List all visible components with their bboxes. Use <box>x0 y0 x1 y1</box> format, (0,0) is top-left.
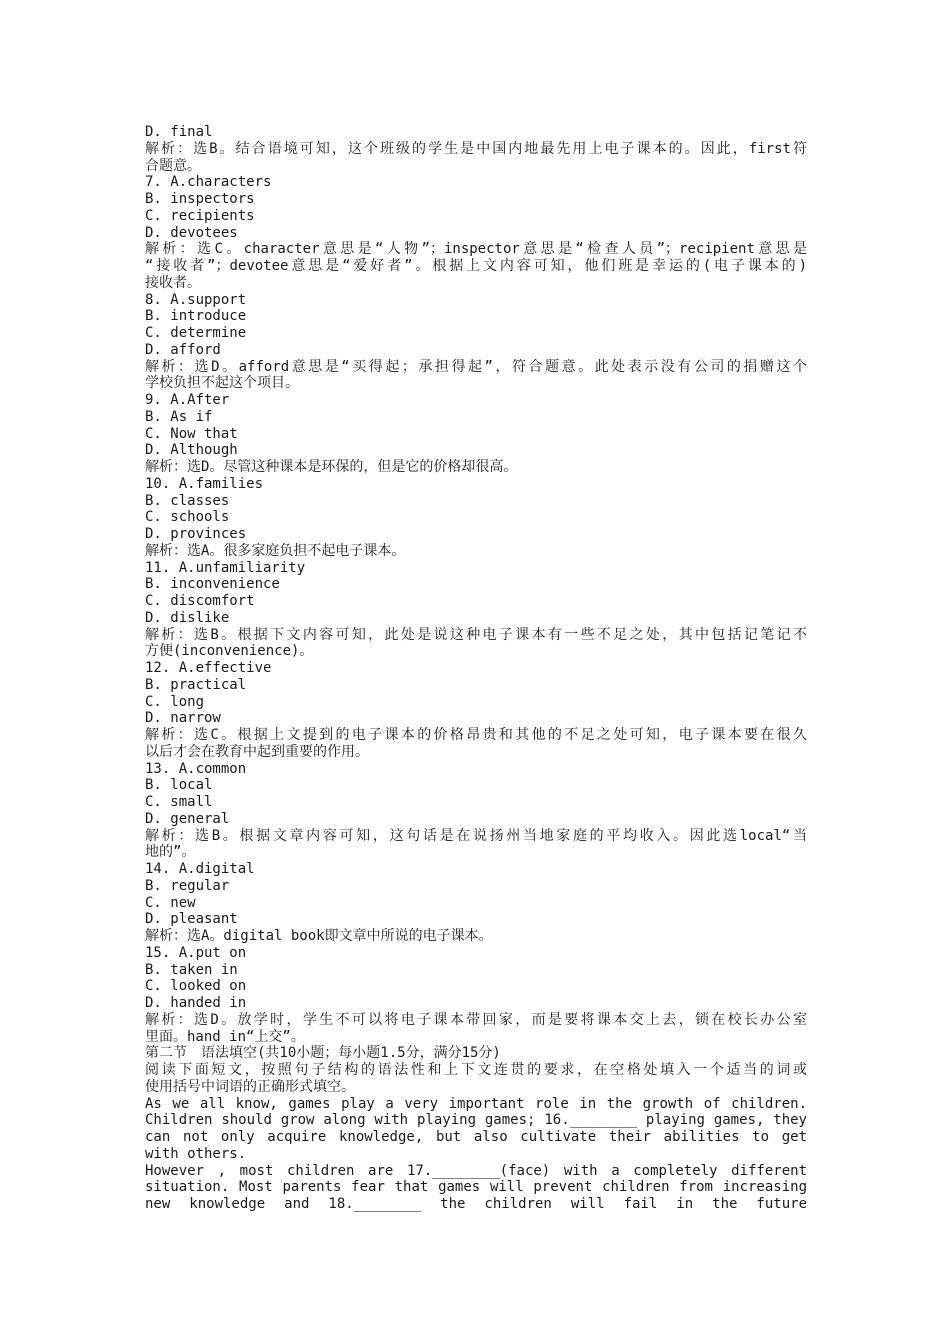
text-line: B. local <box>145 777 213 794</box>
text-line: 阅读下面短文，按照句子结构的语法性和上下文连贯的要求，在空格处填入一个适当的词或 <box>145 1062 807 1078</box>
text-line: B. regular <box>145 877 230 894</box>
text-line: D. pleasant <box>145 911 238 928</box>
passage-line: with others. <box>145 1145 247 1162</box>
text-line: 使用括号中词语的正确形式填空。 <box>145 1078 355 1095</box>
text-line: 7. A.characters <box>145 174 272 191</box>
text-line: C. new <box>145 894 196 911</box>
text-line: 地的”。 <box>145 844 196 861</box>
text-line: 方便(inconvenience)。 <box>145 643 314 660</box>
text-line: B. As if <box>145 408 213 425</box>
passage-line: As we all know, games play a very important role in the growth of children. <box>145 1095 807 1112</box>
text-line: C. recipients <box>145 207 255 224</box>
text-line: D. afford <box>145 341 221 358</box>
text-line: D. devotees <box>145 224 238 241</box>
text-line: C. long <box>145 693 205 710</box>
text-line: D. handed in <box>145 995 247 1011</box>
text-line: 以后才会在教育中起到重要的作用。 <box>145 743 369 760</box>
text-line: D. final <box>145 124 213 140</box>
text-line: 12. A.effective <box>145 660 272 676</box>
text-line: B. taken in <box>145 961 238 978</box>
section-heading: 第二节 语法填空(共10小题；每小题1.5分，满分15分) <box>145 1045 501 1062</box>
text-line: 11. A.unfamiliarity <box>145 559 306 576</box>
text-line: C. determine <box>145 325 247 341</box>
text-line: 9. A.After <box>145 392 230 408</box>
text-line: 解析：选B。根据文章内容可知，这句话是在说扬州当地家庭的平均收入。因此选local“当 <box>145 827 807 844</box>
text-line: 解析：选D。afford意思是“买得起；承担得起”，符合题意。此处表示没有公司的捐赠这个 <box>145 358 807 375</box>
document-page <box>145 124 807 1213</box>
passage-line: However , most children are 17.________(face) with a completely different <box>145 1162 807 1179</box>
text-line: 解析：选B。结合语境可知，这个班级的学生是中国内地最先用上电子课本的。因此，first符 <box>145 140 807 157</box>
text-line: B. practical <box>145 676 247 693</box>
text-line: D. narrow <box>145 710 221 727</box>
text-line: 接收者。 <box>145 274 201 291</box>
text-line: 解析：选A。很多家庭负担不起电子课本。 <box>145 542 406 559</box>
text-line: 10. A.families <box>145 475 264 492</box>
text-line: D. provinces <box>145 526 247 542</box>
text-line: D. dislike <box>145 609 230 626</box>
text-line: 解析：选D。放学时，学生不可以将电子课本带回家，而是要将课本交上去，锁在校长办公室 <box>145 1011 807 1028</box>
text-line: C. discomfort <box>145 593 255 609</box>
text-line: D. general <box>145 810 230 827</box>
text-line: 解析：选C。character意思是“人物”；inspector意思是“检查人员”；recipient意思是 <box>145 241 807 258</box>
text-line: 解析：选A。digital book即文章中所说的电子课本。 <box>145 928 493 944</box>
text-line: 解析：选B。根据下文内容可知，此处是说这种电子课本有一些不足之处，其中包括记笔记不 <box>145 626 807 643</box>
passage-line: can not only acquire knowledge, but also cultivate their abilities to get <box>145 1129 807 1145</box>
text-line: D. Although <box>145 442 238 459</box>
text-line: B. inspectors <box>145 191 255 207</box>
text-line: B. classes <box>145 492 230 509</box>
passage-line: Children should grow along with playing games; 16.________ playing games, they <box>145 1112 807 1129</box>
passage-line: situation. Most parents fear that games will prevent children from increasing <box>145 1179 807 1196</box>
text-line: 8. A.support <box>145 291 247 308</box>
text-line: C. Now that <box>145 425 238 442</box>
passage-line: new knowledge and 18.________ the children will fail in the future <box>145 1196 807 1212</box>
text-line: B. introduce <box>145 308 247 325</box>
text-line: C. schools <box>145 509 230 526</box>
text-line: “接收者”；devotee意思是“爱好者”。根据上文内容可知，他们班是幸运的(电子课本的) <box>145 258 807 274</box>
text-line: 合题意。 <box>145 157 201 174</box>
text-line: 15. A.put on <box>145 944 247 961</box>
text-line: 13. A.common <box>145 760 247 777</box>
text-line: C. small <box>145 794 213 810</box>
text-line: 解析：选C。根据上文提到的电子课本的价格昂贵和其他的不足之处可知，电子课本要在很久 <box>145 727 807 743</box>
text-line: B. inconvenience <box>145 576 280 593</box>
text-line: 14. A.digital <box>145 861 255 877</box>
text-line: 里面。hand in“上交”。 <box>145 1028 305 1045</box>
text-line: 学校负担不起这个项目。 <box>145 375 299 392</box>
text-line: C. looked on <box>145 978 247 995</box>
text-line: 解析：选D。尽管这种课本是环保的，但是它的价格却很高。 <box>145 459 518 475</box>
